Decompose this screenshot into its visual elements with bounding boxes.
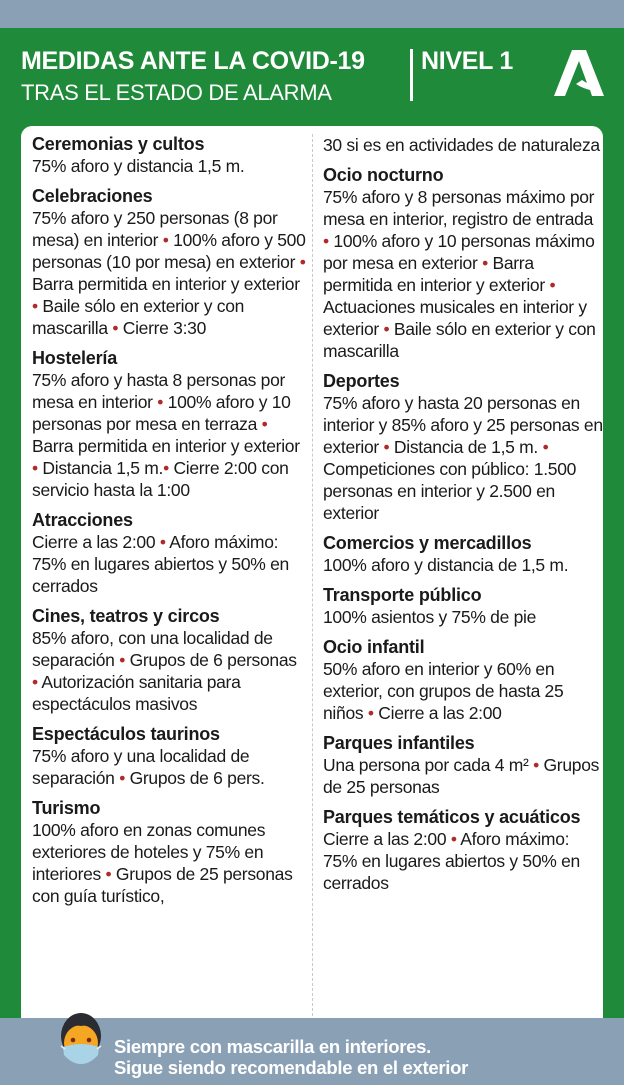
bullet-separator: •: [383, 319, 390, 339]
section-text: 100% asientos y 75% de pie: [323, 607, 537, 627]
section-deportes: [323, 371, 603, 524]
section-transporte-publico: [323, 585, 603, 628]
masked-face-icon: [58, 1010, 104, 1066]
section-title: Ocio infantil: [323, 637, 425, 657]
bullet-separator: •: [261, 414, 268, 434]
section-ocio-nocturno: [323, 165, 603, 362]
section-atracciones: [32, 510, 307, 597]
bullet-separator: •: [119, 650, 126, 670]
bullet-separator: •: [112, 318, 119, 338]
section-ocio-infantil: [323, 637, 603, 724]
section-title: Ocio nocturno: [323, 165, 444, 185]
bullet-separator: •: [157, 392, 164, 412]
section-title: Cines, teatros y circos: [32, 606, 220, 626]
section-celebraciones: [32, 186, 307, 339]
section-title: Parques infantiles: [323, 733, 475, 753]
bullet-separator: •: [533, 755, 539, 775]
bullet-separator: •: [383, 437, 390, 457]
section-text: 50% aforo en interior y 60% en exterior, con grupos de hasta 25 niños • Cierre a las 2:00: [323, 659, 564, 723]
section-title: Hostelería: [32, 348, 118, 368]
footer-text-line2: Sigue siendo recomendable en el exterior: [114, 1057, 469, 1078]
bullet-separator: •: [482, 253, 488, 273]
section-title: Turismo: [32, 798, 101, 818]
measures-card: [21, 126, 603, 1026]
bullet-separator: •: [549, 275, 556, 295]
bullet-separator: •: [32, 296, 38, 316]
section-ceremonias-y-cultos: [32, 134, 307, 177]
section-espectaculos-taurinos: [32, 724, 307, 789]
section-text: 100% aforo y distancia de 1,5 m.: [323, 555, 569, 575]
title-separator: [410, 49, 413, 101]
bullet-separator: •: [367, 703, 374, 723]
column-divider: [312, 134, 313, 1026]
bullet-separator: •: [119, 768, 126, 788]
page-title: MEDIDAS ANTE LA COVID-19: [21, 47, 365, 75]
section-hosteleria: [32, 348, 307, 501]
section-text: 85% aforo, con una localidad de separación • Grupos de 6 personas • Autorización sanitaria para espectáculos masivos: [32, 628, 297, 714]
section-title: Celebraciones: [32, 186, 153, 206]
level-label: NIVEL 1: [421, 47, 513, 75]
section-text: 100% aforo en zonas comunes exteriores de hoteles y 75% en interiores • Grupos de 25 personas con guía turístico,: [32, 820, 293, 906]
section-text: 75% aforo y 250 personas (8 por mesa) en interior • 100% aforo y 500 personas (10 por mesa) en exterior • Barra permitida en interior y exterior • Baile sólo en exterior y con mascarilla • Cierre 3:30: [32, 208, 306, 338]
section-title: Atracciones: [32, 510, 133, 530]
bullet-separator: •: [105, 864, 112, 884]
bullet-separator: •: [159, 532, 166, 552]
section-title: Parques temáticos y acuáticos: [323, 807, 581, 827]
left-column: [32, 134, 307, 916]
section-continuation: [323, 134, 603, 156]
bullet-separator: •: [450, 829, 457, 849]
section-text: 30 si es en actividades de naturaleza: [323, 135, 600, 155]
bullet-separator: •: [163, 458, 169, 478]
section-title: Comercios y mercadillos: [323, 533, 532, 553]
bullet-separator: •: [32, 672, 38, 692]
section-text: Cierre a las 2:00 • Aforo máximo: 75% en lugares abiertos y 50% en cerrados: [32, 532, 289, 596]
section-text: 75% aforo y distancia 1,5 m.: [32, 156, 245, 176]
right-column: [323, 134, 603, 903]
bullet-separator: •: [299, 252, 306, 272]
section-text: 75% aforo y una localidad de separación • Grupos de 6 pers.: [32, 746, 265, 788]
bullet-separator: •: [542, 437, 549, 457]
top-band: [0, 0, 624, 28]
section-cines-teatros-y-circos: [32, 606, 307, 715]
junta-andalucia-logo-icon: [552, 48, 606, 98]
section-title: Ceremonias y cultos: [32, 134, 205, 154]
footer-text-line1: Siempre con mascarilla en interiores.: [114, 1036, 431, 1057]
section-text: Una persona por cada 4 m² • Grupos de 25 personas: [323, 755, 600, 797]
header: [0, 28, 624, 126]
section-text: 75% aforo y hasta 8 personas por mesa en interior • 100% aforo y 10 personas por mesa en terraza • Barra permitida en interior y exterior • Distancia 1,5 m.• Cierre 2:00 con servicio hasta la 1:00: [32, 370, 300, 500]
section-title: Deportes: [323, 371, 400, 391]
bullet-separator: •: [32, 458, 38, 478]
section-comercios-y-mercadillos: [323, 533, 603, 576]
page-subtitle: TRAS EL ESTADO DE ALARMA: [21, 80, 332, 105]
section-title: Transporte público: [323, 585, 482, 605]
section-text: 75% aforo y 8 personas máximo por mesa en interior, registro de entrada • 100% aforo y 10 personas máximo por mesa en exterior • Barra permitida en interior y exterior • Actuaciones musicales en interior y exterior • Baile sólo en exterior y con mascarilla: [323, 187, 596, 361]
bullet-separator: •: [323, 231, 329, 251]
section-title: Espectáculos taurinos: [32, 724, 220, 744]
footer-banner: [0, 1018, 624, 1085]
section-turismo: [32, 798, 307, 907]
section-text: Cierre a las 2:00 • Aforo máximo: 75% en lugares abiertos y 50% en cerrados: [323, 829, 580, 893]
section-text: 75% aforo y hasta 20 personas en interior y 85% aforo y 25 personas en exterior • Distancia de 1,5 m. • Competiciones con público: 1.500 personas en interior y 2.500 en exterior: [323, 393, 603, 523]
section-parques-tematicos-y-acuaticos: [323, 807, 603, 894]
bullet-separator: •: [162, 230, 169, 250]
section-parques-infantiles: [323, 733, 603, 798]
